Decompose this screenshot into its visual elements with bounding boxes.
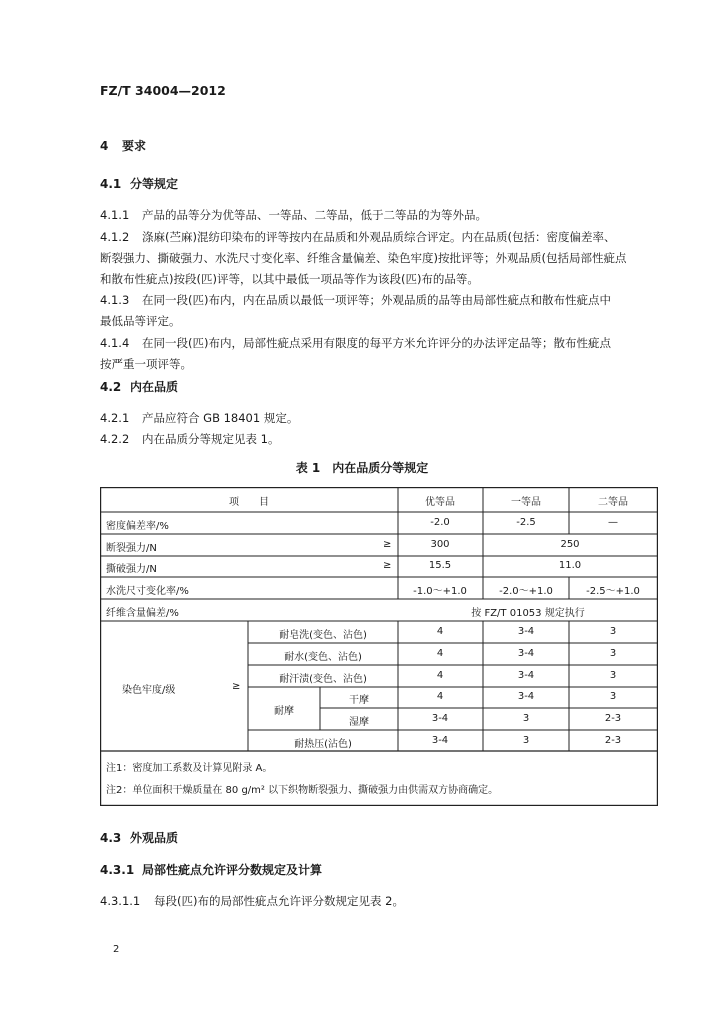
header-first-grade: 一等品 (511, 497, 541, 508)
clause-text: 产品应符合 GB 18401 规定。 (142, 411, 299, 425)
cell-value: 3 (609, 691, 617, 702)
section-4-1-heading (100, 175, 178, 192)
table-note: 注1：密度加工系数及计算见附录 A。 (106, 763, 273, 774)
clause-number: 4.2.1 (100, 411, 130, 425)
cell-value: -2.0 (430, 517, 450, 528)
row-color-fastness-label: 染色牢度/级 (122, 685, 176, 696)
row-density-label: 密度偏差率/% (106, 521, 169, 532)
sublabel-sweat: 耐汗渍(变色、沾色) (279, 674, 367, 685)
clause-text: 产品的品等分为优等品、一等品、二等品，低于二等品的为等外品。 (142, 208, 487, 222)
header-premium-grade: 优等品 (425, 497, 455, 508)
clause-4-2-1 (100, 410, 298, 426)
clause-4-1-4 (100, 335, 611, 351)
row-tear-strength-label: 撕破强力/N (106, 564, 157, 575)
row-fiber-content-label: 纤维含量偏差/% (106, 608, 179, 619)
cell-value-merged: 按 FZ/T 01053 规定执行 (471, 608, 585, 619)
clause-4-1-1 (100, 207, 487, 223)
cell-value: 4 (436, 648, 444, 659)
section-number: 4 (100, 139, 109, 153)
header-item: 项 目 (229, 497, 269, 508)
greater-equal-symbol: ≥ (383, 560, 392, 571)
cell-value-merged: 11.0 (558, 560, 582, 571)
cell-value: 3-4 (517, 648, 535, 659)
cell-value: -2.0～+1.0 (499, 586, 553, 597)
sublabel-rubbing: 耐摩 (274, 706, 294, 717)
clause-number: 4.1.3 (100, 293, 130, 307)
header-second-grade: 二等品 (598, 497, 628, 508)
cell-value: 2-3 (604, 735, 622, 746)
section-4-2-heading (100, 378, 178, 395)
section-number: 4.1 (100, 177, 122, 191)
clause-number: 4.1.2 (100, 230, 130, 244)
cell-value: 3-4 (431, 713, 449, 724)
cell-value: 4 (436, 670, 444, 681)
cell-value: 3 (609, 626, 617, 637)
cell-value: 4 (436, 626, 444, 637)
section-title: 局部性疵点允许评分数规定及计算 (142, 863, 323, 877)
cell-value: 3-4 (431, 735, 449, 746)
section-title: 要求 (122, 139, 147, 153)
section-4-heading (100, 137, 146, 154)
cell-value: 300 (430, 539, 450, 550)
cell-value: -2.5～+1.0 (586, 586, 640, 597)
section-number: 4.2 (100, 380, 122, 394)
table-note: 注2：单位面积干燥质量在 80 g/m² 以下织物断裂强力、撕破强力由供需双方协商确定。 (106, 785, 499, 796)
clause-4-2-2 (100, 431, 279, 447)
section-4-3-heading (100, 829, 178, 846)
sublabel-wet-rub: 湿摩 (349, 717, 369, 728)
clause-text: 每段(匹)布的局部性疵点允许评分数规定见表 2。 (154, 894, 404, 908)
cell-value-merged: 250 (560, 539, 580, 550)
cell-value: -1.0～+1.0 (413, 586, 467, 597)
cell-value: 2-3 (604, 713, 622, 724)
cell-value: 15.5 (428, 560, 452, 571)
cell-value: 4 (436, 691, 444, 702)
cell-value: 3 (522, 713, 530, 724)
section-4-3-1-heading (100, 861, 322, 878)
clause-text-line: 在同一段(匹)布内，内在品质以最低一项评等；外观品质的品等由局部性疵点和散布性疵点中 (142, 293, 611, 307)
table-1-caption: 表 1 内在品质分等规定 (295, 461, 429, 475)
clause-number: 4.1.4 (100, 336, 130, 350)
sublabel-water: 耐水(变色、沾色) (284, 652, 362, 663)
clause-number: 4.1.1 (100, 208, 130, 222)
sublabel-dry-rub: 干摩 (349, 695, 369, 706)
clause-text-line: 按严重一项评等。 (100, 357, 192, 371)
clause-number: 4.2.2 (100, 432, 130, 446)
clause-text: 内在品质分等规定见表 1。 (142, 432, 280, 446)
page-number: 2 (113, 944, 120, 955)
section-title: 外观品质 (130, 831, 179, 845)
cell-value: 3 (609, 648, 617, 659)
clause-text-line: 涤麻(苎麻)混纺印染布的评等按内在品质和外观品质综合评定。内在品质(包括：密度偏差率、 (142, 230, 616, 244)
cell-value: — (608, 517, 618, 528)
clause-4-1-2 (100, 229, 615, 245)
section-number: 4.3 (100, 831, 122, 845)
greater-equal-symbol: ≥ (232, 681, 241, 692)
standard-code-header: FZ/T 34004—2012 (100, 83, 226, 98)
clause-text-line: 和散布性疵点)按段(匹)评等，以其中最低一项品等作为该段(匹)布的品等。 (100, 272, 479, 286)
section-title: 分等规定 (130, 177, 179, 191)
cell-value: 3-4 (517, 670, 535, 681)
clause-text-line: 最低品等评定。 (100, 314, 181, 328)
sublabel-soap-wash: 耐皂洗(变色、沾色) (279, 630, 367, 641)
cell-value: 3-4 (517, 626, 535, 637)
greater-equal-symbol: ≥ (383, 539, 392, 550)
clause-text-line: 断裂强力、撕破强力、水洗尺寸变化率、纤维含量偏差、染色牢度)按批评等；外观品质(包括局部性疵点 (100, 251, 627, 265)
section-title: 内在品质 (130, 380, 179, 394)
cell-value: -2.5 (516, 517, 536, 528)
table-1-grading (100, 487, 658, 806)
clause-4-1-3 (100, 292, 611, 308)
section-number: 4.3.1 (100, 863, 135, 877)
sublabel-hot-press: 耐热压(沾色) (294, 739, 352, 750)
row-wash-dimension-label: 水洗尺寸变化率/% (106, 586, 189, 597)
cell-value: 3 (609, 670, 617, 681)
cell-value: 3-4 (517, 691, 535, 702)
clause-number: 4.3.1.1 (100, 894, 141, 908)
clause-4-3-1-1 (100, 893, 404, 909)
row-breaking-strength-label: 断裂强力/N (106, 543, 157, 554)
clause-text-line: 在同一段(匹)布内，局部性疵点采用有限度的每平方米允许评分的办法评定品等；散布性疵点 (142, 336, 611, 350)
cell-value: 3 (522, 735, 530, 746)
